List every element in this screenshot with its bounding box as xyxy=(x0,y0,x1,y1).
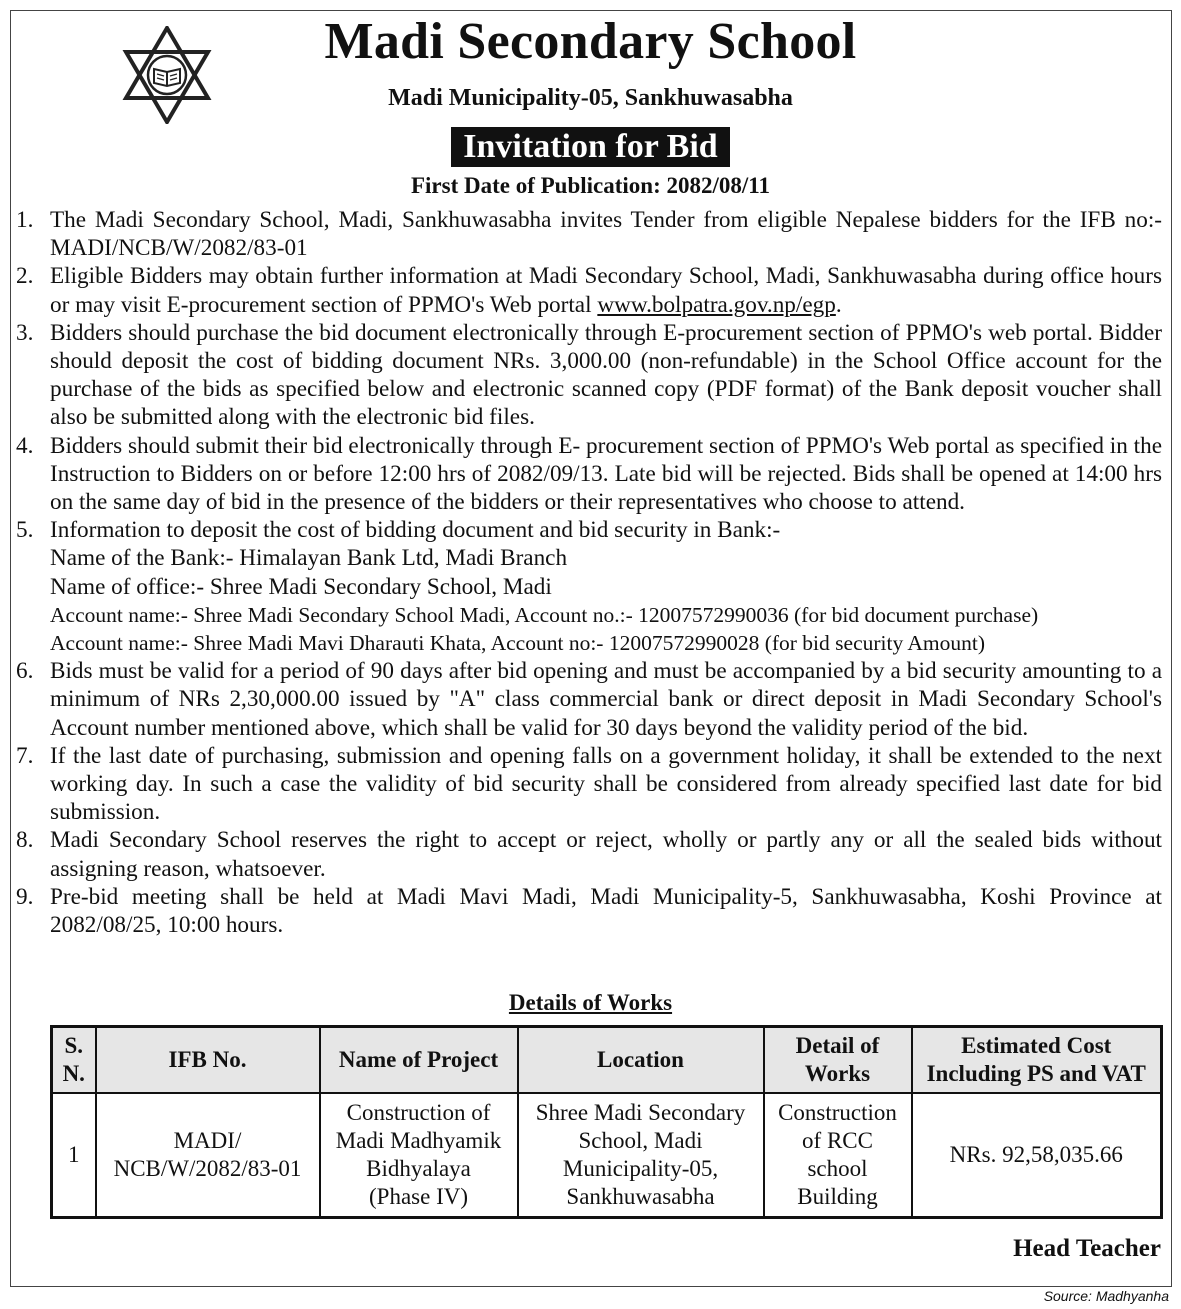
office-name: Name of office:- Shree Madi Secondary School, Madi xyxy=(50,573,552,600)
clause-item xyxy=(16,516,1162,657)
clause-number: 8. xyxy=(16,827,34,854)
clause-number: 2. xyxy=(16,263,34,290)
table-header-row xyxy=(52,1027,1162,1094)
cell-sn: 1 xyxy=(52,1093,96,1218)
clause-item xyxy=(16,742,1162,827)
clause-item xyxy=(16,262,1162,318)
cell-cost: NRs. 92,58,035.66 xyxy=(912,1093,1162,1218)
source-credit: Source: Madhyanha xyxy=(1043,1288,1169,1304)
col-cost: Estimated Cost Including PS and VAT xyxy=(912,1027,1162,1094)
cell-ifb: MADI/ NCB/W/2082/83-01 xyxy=(96,1093,320,1218)
table-row xyxy=(52,1093,1162,1218)
clause-text: Bids must be valid for a period of 90 days after bid opening and must be accompanied by a bid security amounting to a minimum of NRs 2,30,000.00 issued by "A" class commercial bank or direct deposit in Madi Secondary School's Account number mentioned above, which shall be valid for 30 days beyond the validity period of the bid. xyxy=(50,658,1162,741)
col-sn: S. N. xyxy=(52,1027,96,1094)
account-bid-security: Account name:- Shree Madi Mavi Dharauti Khata, Account no:- 12007572990028 (for bid security Amount) xyxy=(50,631,986,656)
clause-text xyxy=(50,516,1162,657)
col-ifb: IFB No. xyxy=(96,1027,320,1094)
clause-number: 7. xyxy=(16,742,34,769)
clause-item xyxy=(16,319,1162,432)
clause-number: 6. xyxy=(16,658,34,685)
col-project: Name of Project xyxy=(320,1027,518,1094)
clause-number: 1. xyxy=(16,207,34,233)
clause-item xyxy=(16,657,1162,742)
publication-date: First Date of Publication: 2082/08/11 xyxy=(410,173,771,198)
bank-name: Name of the Bank:- Himalayan Bank Ltd, Madi Branch xyxy=(50,545,568,572)
clause-number: 5. xyxy=(16,517,34,544)
clause-text xyxy=(50,262,1162,318)
clause-text: Bidders should submit their bid electronically through E- procurement section of PPMO's Web portal as specified in the Instruction to Bidders on or before 12:00 hrs of 2082/09/13. Late bid will be rejected. Bids shall be opened at 14:00 hrs on the same day of bid in the presence of the bidders or their representatives who choose to attend. xyxy=(50,432,1162,516)
cell-project: Construction of Madi Madhyamik Bidhyalaya (Phase IV) xyxy=(320,1093,518,1218)
clause-number: 3. xyxy=(16,319,34,346)
school-address: Madi Municipality-05, Sankhuwasabha xyxy=(388,85,793,111)
clause-number: 9. xyxy=(16,883,34,910)
clause-number: 4. xyxy=(16,432,34,459)
cell-location: Shree Madi Secondary School, Madi Municipality-05, Sankhuwasabha xyxy=(518,1093,764,1218)
account-document-purchase: Account name:- Shree Madi Secondary School Madi, Account no.:- 12007572990036 (for bid document purchase) xyxy=(50,602,1039,627)
clause-text: If the last date of purchasing, submission and opening falls on a government holiday, it shall be extended to the next working day. In such a case the validity of bid security shall be considered from already specified last date for bid submission. xyxy=(50,742,1162,826)
bank-info-intro: Information to deposit the cost of bidding document and bid security in Bank:- xyxy=(50,517,781,544)
clause-text: Pre-bid meeting shall be held at Madi Mavi Madi, Madi Municipality-5, Sankhuwasabha, Koshi Province at 2082/08/25, 10:00 hours. xyxy=(50,883,1162,939)
clause-text: The Madi Secondary School, Madi, Sankhuwasabha invites Tender from eligible Nepalese bidders for the IFB no:- MADI/NCB/W/2082/83-01 xyxy=(50,207,1162,262)
clause-text-part: Eligible Bidders may obtain further information at Madi Secondary School, Madi, Sankhuwasabha during office hours or may visit E-procurement section of PPMO's Web portal xyxy=(50,263,1162,318)
clause-item xyxy=(16,432,1162,517)
clause-item xyxy=(16,826,1162,882)
clause-text: Madi Secondary School reserves the right to accept or reject, wholly or partly any or all the sealed bids without assigning reason, whatsoever. xyxy=(50,827,1162,882)
works-table xyxy=(50,1025,1163,1219)
clause-text-part: . xyxy=(835,291,842,318)
signatory: Head Teacher xyxy=(1013,1235,1161,1262)
cell-detail: Construction of RCC school Building xyxy=(764,1093,912,1218)
notice-title: Invitation for Bid xyxy=(451,127,729,167)
col-location: Location xyxy=(518,1027,764,1094)
clause-item xyxy=(16,206,1162,262)
clause-list xyxy=(16,206,1162,939)
col-detail: Detail of Works xyxy=(764,1027,912,1094)
egp-portal-link[interactable]: www.bolpatra.gov.np/egp xyxy=(597,291,836,318)
school-name: Madi Secondary School xyxy=(324,13,857,70)
clause-text: Bidders should purchase the bid document electronically through E-procurement section of PPMO's web portal. Bidder should deposit the cost of bidding document NRs. 3,000.00 (non-refundable) in the School Office account for the purchase of the bids as specified below and electronic scanned copy (PDF format) of the Bank deposit voucher shall also be submitted along with the electronic bid files. xyxy=(50,319,1162,431)
clause-item xyxy=(16,883,1162,939)
details-heading: Details of Works xyxy=(508,990,673,1015)
